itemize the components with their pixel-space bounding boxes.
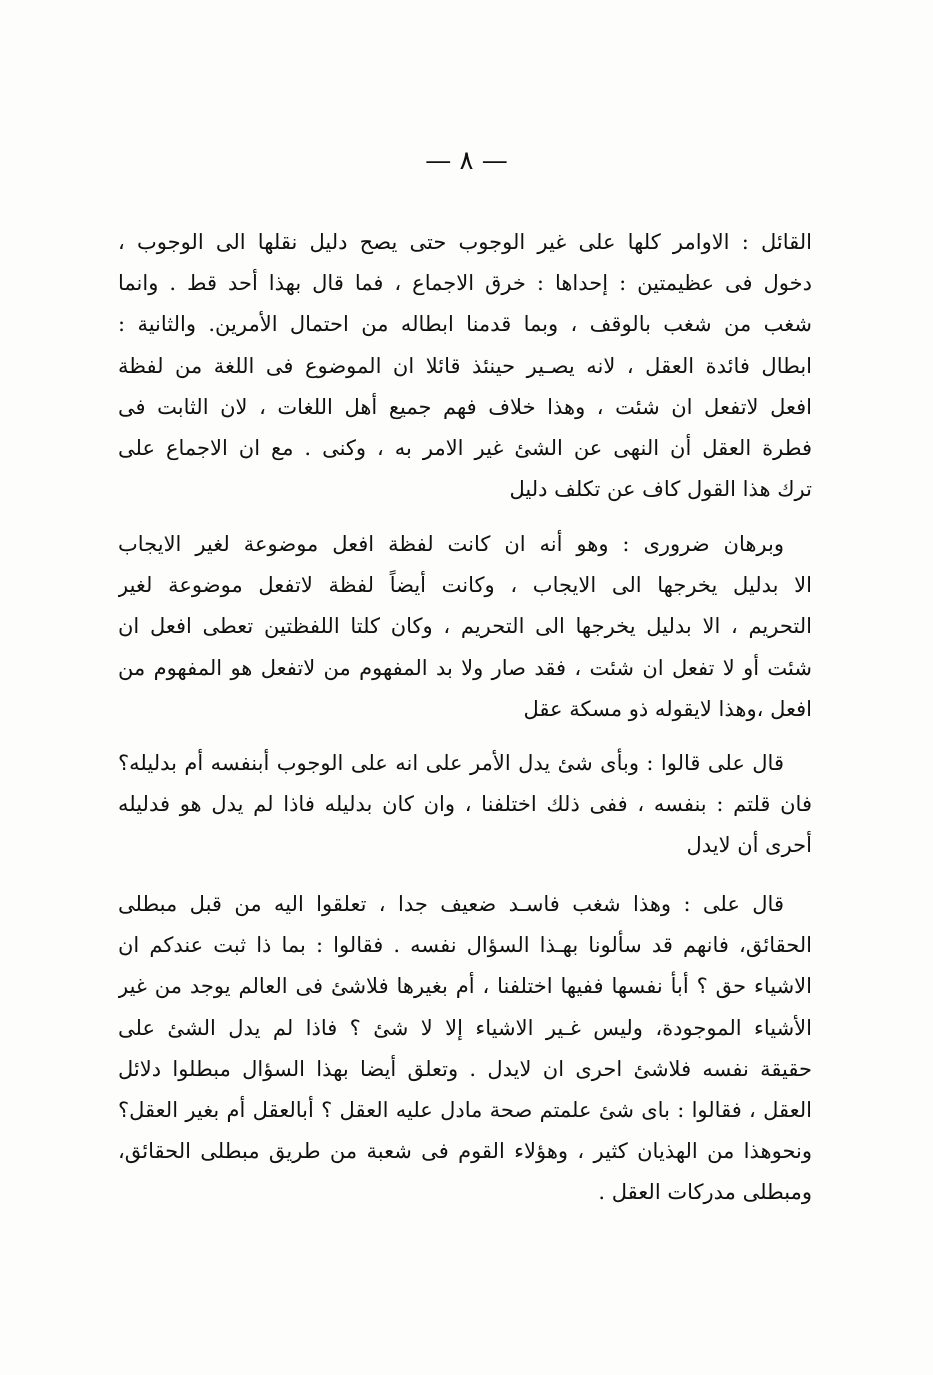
text-line: فطرة العقل أن النهى عن الشئ غير الامر به ، وكنى . مع ان الاجماع على xyxy=(118,435,812,460)
text-line: الأشياء الموجودة، وليس غـير الاشياء إلا لا شئ ؟ فاذا لم يدل الشئ على xyxy=(118,1015,812,1040)
text-line: شئت أو لا تفعل ان شئت ، فقد صار ولا بد المفهوم من لاتفعل هو المفهوم من xyxy=(118,655,812,680)
paragraph-1 xyxy=(118,222,812,510)
text-line: فان قلتم : بنفسه ، ففى ذلك اختلفنا ، وان كان بدليله فاذا لم يدل هو فدليله xyxy=(118,792,812,817)
paragraph-4 xyxy=(118,884,812,1214)
text-line: ابطال فائدة العقل ، لانه يصـير حينئذ قائلا ان الموضوع فى اللغة من لفظة xyxy=(118,353,812,378)
text-line: ونحوهذا من الهذيان كثير ، وهؤلاء القوم فى شعبة من طريق مبطلى الحقائق، xyxy=(118,1139,812,1164)
text-line: دخول فى عظيمتين : إحداها : خرق الاجماع ، فما قال بهذا أحد قط . وانما xyxy=(118,271,812,296)
text-line: شغب من شغب بالوقف ، وبما قدمنا ابطاله من احتمال الأمرين. والثانية : xyxy=(118,312,812,337)
text-line: الا بدليل يخرجها الى الايجاب ، وكانت أيضاً لفظة لاتفعل موضوعة لغير xyxy=(118,573,812,598)
text-line: افعل لاتفعل ان شئت ، وهذا خلاف فهم جميع أهل اللغات ، لان الثابت فى xyxy=(118,394,812,419)
text-line: ترك هذا القول كاف عن تكلف دليل xyxy=(509,477,812,502)
paragraph-2 xyxy=(118,524,812,730)
text-line: حقيقة نفسه فلاشئ احرى ان لايدل . وتعلق أيضا بهذا السؤال مبطلوا دلائل xyxy=(118,1056,812,1081)
text-line: التحريم ، الا بدليل يخرجها الى التحريم ، وكان كلتا اللفظتين تعطى افعل ان xyxy=(118,614,812,639)
text-line: أحرى أن لايدل xyxy=(686,833,812,858)
text-line: العقل ، فقالوا : باى شئ علمتم صحة مادل عليه العقل ؟ أبالعقل أم بغير العقل؟ xyxy=(118,1097,812,1122)
text-line: قال على قالوا : وبأى شئ يدل الأمر على انه على الوجوب أبنفسه أم بدليله؟ xyxy=(118,751,784,775)
text-line: قال على : وهذا شغب فاسـد ضعيف جدا ، تعلقوا اليه من قبل مبطلى xyxy=(118,892,784,916)
text-line: القائل : الاوامر كلها على غير الوجوب حتى يصح دليل نقلها الى الوجوب ، xyxy=(118,230,812,254)
paragraph-3 xyxy=(118,743,812,867)
text-line: وبرهان ضرورى : وهو أنه ان كانت لفظة افعل موضوعة لغير الايجاب xyxy=(118,532,784,556)
text-line: ومبطلى مدركات العقل . xyxy=(598,1180,812,1205)
page-number: — ٨ — xyxy=(425,146,508,176)
text-line: الحقائق، فانهم قد سألونا بهـذا السؤال نفسه . فقالوا : بما ذا ثبت عندكم ان xyxy=(118,933,812,958)
text-line: افعل ،وهذا لايقوله ذو مسكة عقل xyxy=(523,696,812,721)
text-line: الاشياء حق ؟ أبأ نفسها ففيها اختلفنا ، أم بغيرها فلاشئ فى العالم يوجد من غير xyxy=(118,974,812,999)
